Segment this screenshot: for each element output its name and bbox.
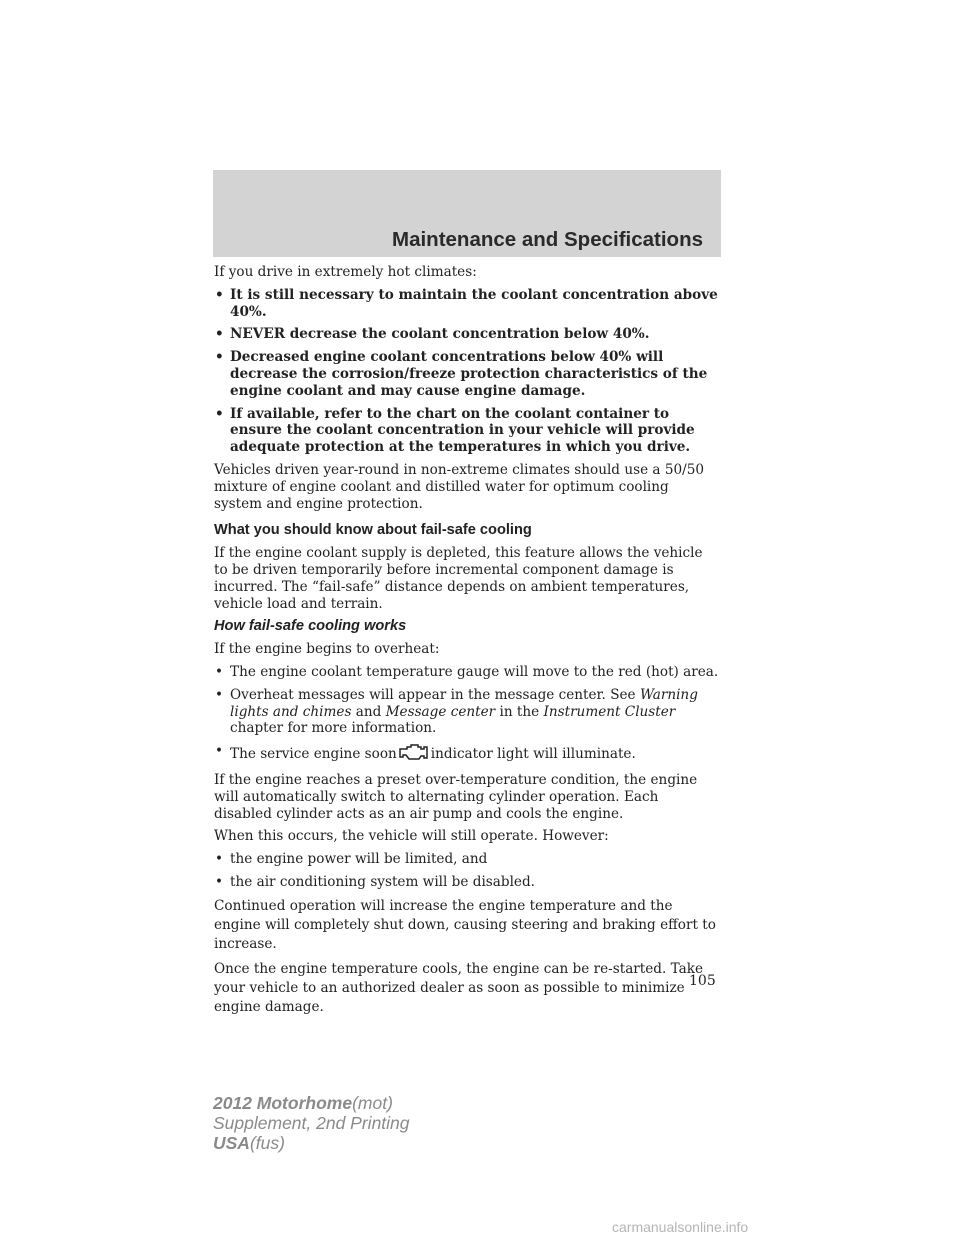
occurs-bullet: • the engine power will be limited, and [215, 851, 488, 868]
watermark: carmanualsonline.info [612, 1219, 749, 1235]
footer-edition: 2012 Motorhome(mot) Supplement, 2nd Printing USA(fus) [213, 1093, 410, 1153]
occurs-bullet: • the air conditioning system will be disabled. [215, 873, 535, 890]
overheat-bullet: • Overheat messages will appear in the message center. See Warning lights and chimes and Message center in the Instrument Cluster chapter for more information. [215, 686, 698, 737]
page-number: 105 [689, 973, 716, 989]
overheat-intro: If the engine begins to overheat: [214, 641, 440, 658]
ref-instrument-cluster: Instrument Cluster [543, 703, 676, 720]
hot-climate-bullet: • If available, refer to the chart on the coolant container to ensure the coolant concentration in your vehicle will provide adequate protection at the temperatures in which you drive. [215, 405, 695, 456]
once-paragraph: Once the engine temperature cools, the engine can be re-started. Take your vehicle to an authorized dealer as soon as possible to minimize engine damage. [214, 960, 704, 1015]
overheat-bullet: • The engine coolant temperature gauge will move to the red (hot) area. [215, 663, 719, 680]
nonextreme-paragraph: Vehicles driven year-round in non-extreme climates should use a 50/50 mixture of engine coolant and distilled water for optimum cooling system and engine protection. [214, 461, 705, 512]
section-header-band [213, 170, 721, 257]
failsafe-paragraph: If the engine coolant supply is depleted, this feature allows the vehicle to be driven temporarily before incremental component damage is incurred. The “fail-safe” distance depends on ambient temperatures, vehicle load and terrain. [214, 545, 703, 612]
preset-paragraph: If the engine reaches a preset over-temperature condition, the engine will automatically switch to alternating cylinder operation. Each disabled cylinder acts as an air pump and cools the engine. [214, 771, 698, 822]
continued-paragraph: Continued operation will increase the engine temperature and the engine will completely shut down, causing steering and braking effort to increase. [214, 897, 716, 952]
hot-climate-bullet: • It is still necessary to maintain the coolant concentration above 40%. [215, 286, 718, 320]
occurs-paragraph: When this occurs, the vehicle will still operate. However: [214, 828, 609, 845]
overheat-bullet: • The service engine soon indicator light will illuminate. [214, 743, 720, 766]
ref-warning-lights: Warning lights and chimes [230, 686, 698, 720]
section-title: Maintenance and Specifications [392, 228, 703, 251]
hot-climate-bullet: • Decreased engine coolant concentrations below 40% will decrease the corrosion/freeze protection characteristics of the engine coolant and may cause engine damage. [215, 349, 708, 399]
hot-climate-bullet: • NEVER decrease the coolant concentration below 40%. [215, 326, 650, 343]
ref-message-center: Message center [385, 703, 496, 720]
check-engine-icon [399, 743, 429, 766]
failsafe-subheading: How fail-safe cooling works [214, 618, 407, 635]
page-content [214, 264, 720, 1023]
intro-text: If you drive in extremely hot climates: [214, 264, 477, 280]
failsafe-heading: What you should know about fail-safe cooling [214, 522, 532, 539]
